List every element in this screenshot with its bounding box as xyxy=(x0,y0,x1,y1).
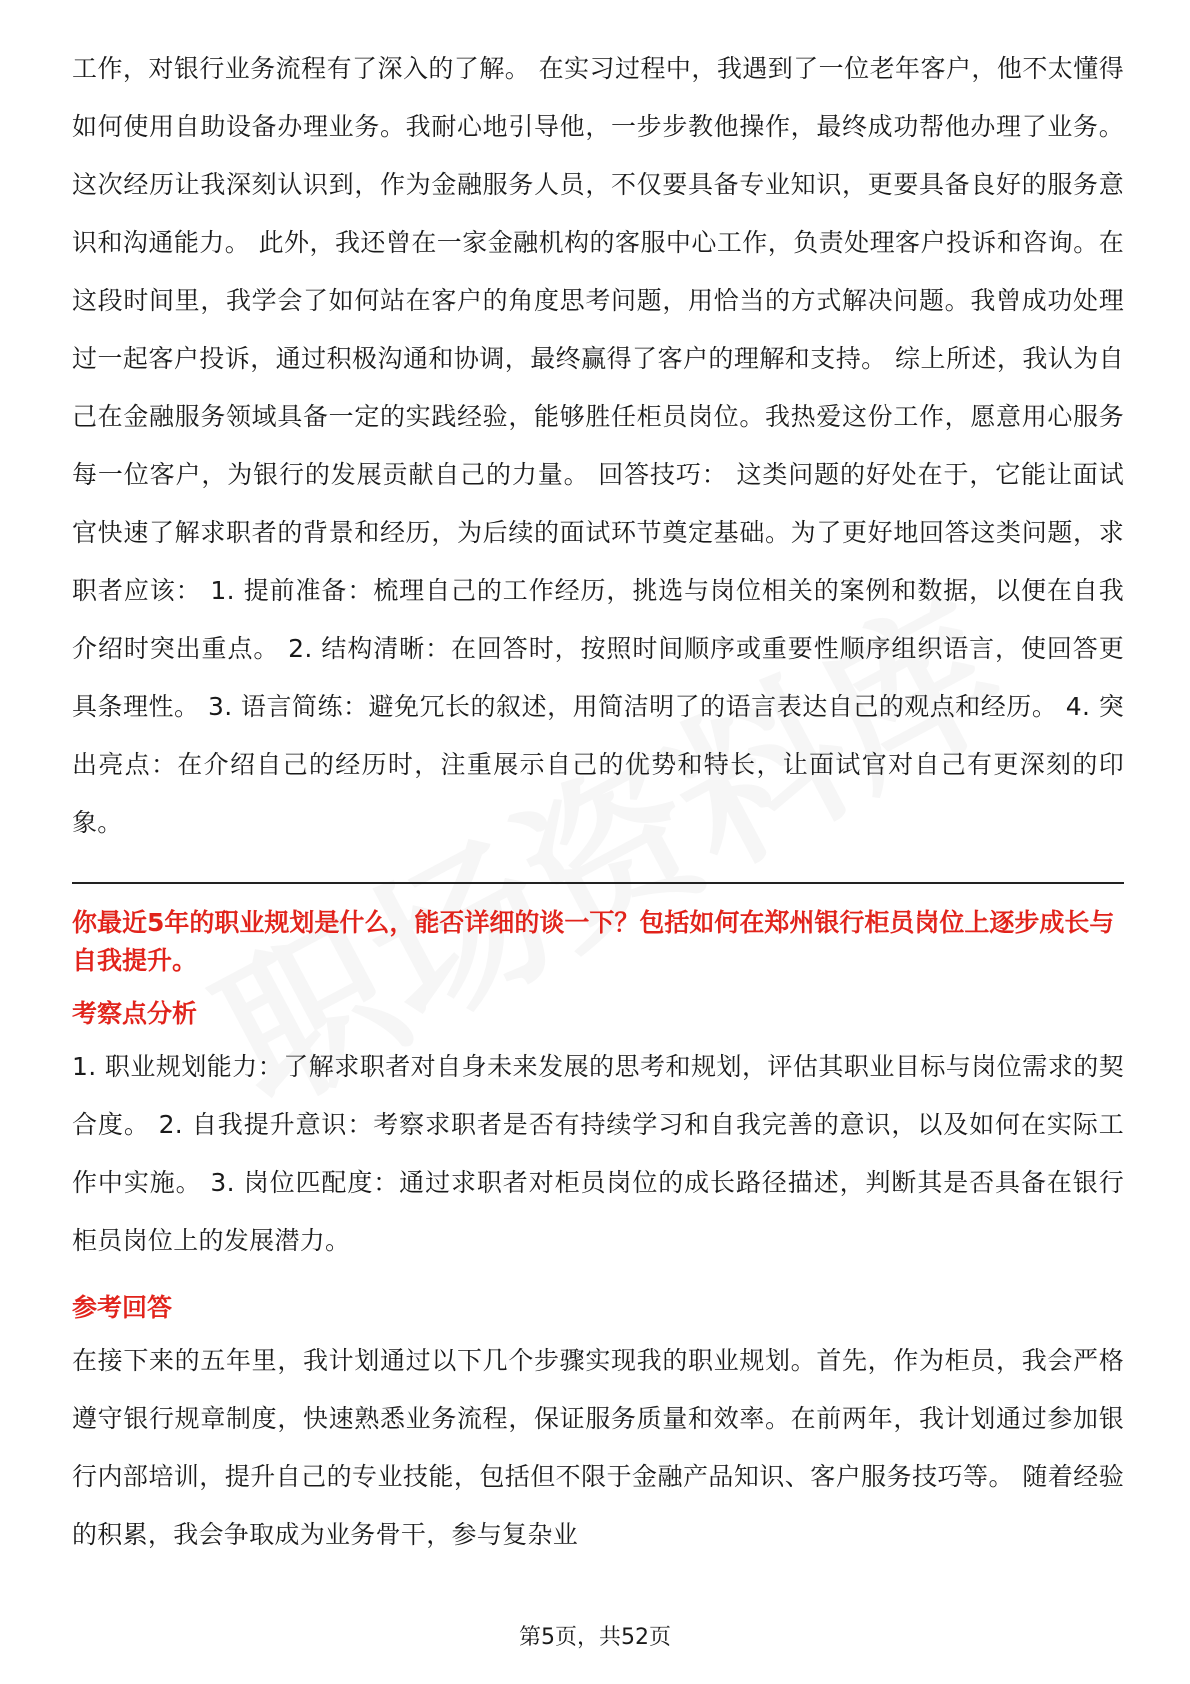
analysis-title: 考察点分析 xyxy=(72,999,198,1028)
section-divider xyxy=(72,882,1124,884)
analysis-text: 1. 职业规划能力：了解求职者对自身未来发展的思考和规划，评估其职业目标与岗位需求的契合度。 2. 自我提升意识：考察求职者是否有持续学习和自我完善的意识，以及如何在实际工作中实施。 3. 岗位匹配度：通过求职者对柜员岗位的成长路径描述，判断其是否具备在银行柜员岗位上的发展潜力。 xyxy=(72,1052,1124,1255)
page-number: 第5页，共52页 xyxy=(519,1625,671,1650)
interview-question: 你最近5年的职业规划是什么，能否详细的谈一下？包括如何在郑州银行柜员岗位上逐步成长与自我提升。 xyxy=(72,908,1115,975)
body-paragraph: 工作，对银行业务流程有了深入的了解。 在实习过程中，我遇到了一位老年客户，他不太懂得如何使用自助设备办理业务。我耐心地引导他，一步步教他操作，最终成功帮他办理了业务。这次经历让我深刻认识到，作为金融服务人员，不仅要具备专业知识，更要具备良好的服务意识和沟通能力。 此外，我还曾在一家金融机构的客服中心工作，负责处理客户投诉和咨询。在这段时间里，我学会了如何站在客户的角度思考问题，用恰当的方式解决问题。我曾成功处理过一起客户投诉，通过积极沟通和协调，最终赢得了客户的理解和支持。 综上所述，我认为自己在金融服务领域具备一定的实践经验，能够胜任柜员岗位。我热爱这份工作，愿意用心服务每一位客户，为银行的发展贡献自己的力量。 回答技巧： 这类问题的好处在于，它能让面试官快速了解求职者的背景和经历，为后续的面试环节奠定基础。为了更好地回答这类问题，求职者应该： 1. 提前准备：梳理自己的工作经历，挑选与岗位相关的案例和数据，以便在自我介绍时突出重点。 2. 结构清晰：在回答时，按照时间顺序或重要性顺序组织语言，使回答更具条理性。 3. 语言简练：避免冗长的叙述，用简洁明了的语言表达自己的观点和经历。 4. 突出亮点：在介绍自己的经历时，注重展示自己的优势和特长，让面试官对自己有更深刻的印象。 xyxy=(72,54,1124,837)
reference-text: 在接下来的五年里，我计划通过以下几个步骤实现我的职业规划。首先，作为柜员，我会严格遵守银行规章制度，快速熟悉业务流程，保证服务质量和效率。在前两年，我计划通过参加银行内部培训，提升自己的专业技能，包括但不限于金融产品知识、客户服务技巧等。 随着经验的积累，我会争取成为业务骨干，参与复杂业 xyxy=(72,1346,1124,1549)
spacer xyxy=(72,1270,1124,1288)
reference-title: 参考回答 xyxy=(72,1293,173,1322)
document-page xyxy=(72,40,1124,1564)
